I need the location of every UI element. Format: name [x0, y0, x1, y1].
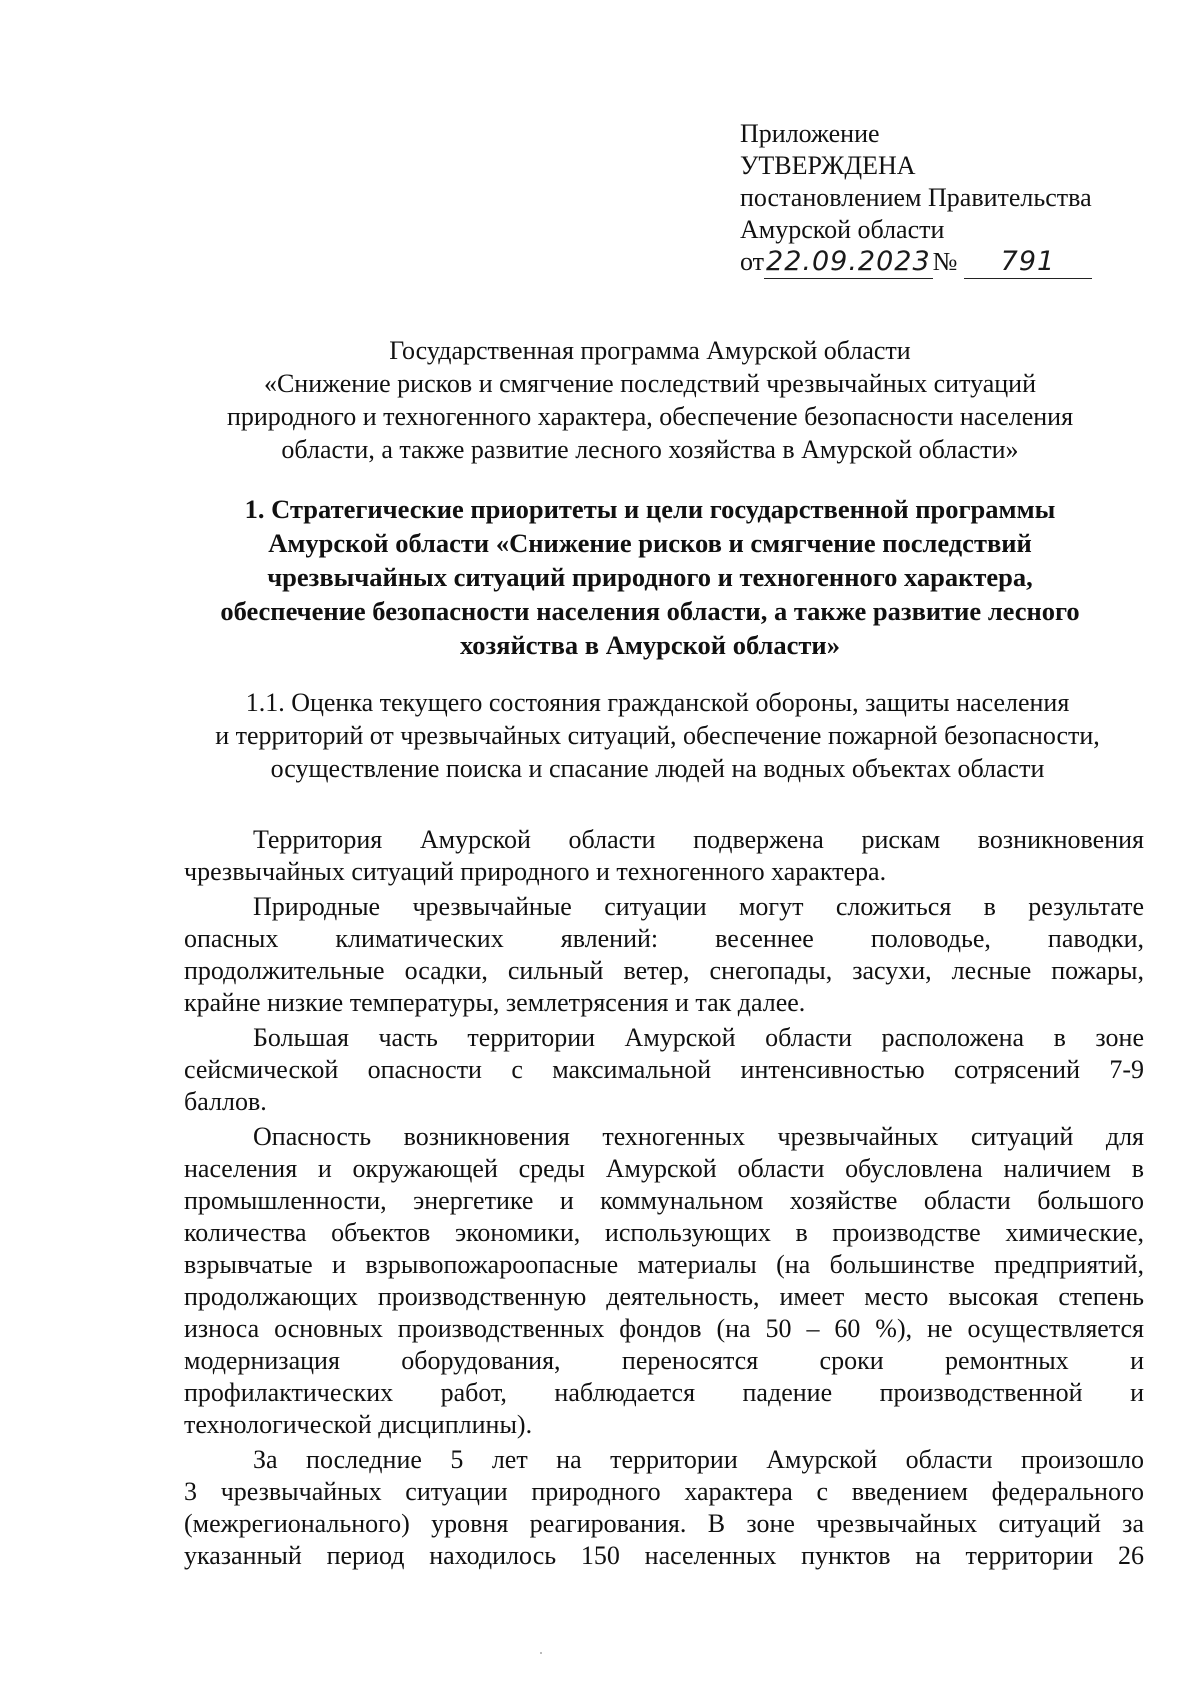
program-title-line: «Снижение рисков и смягчение последствий чрезвычайных ситуаций [263, 369, 1037, 398]
approved-label: УТВЕРЖДЕНА [740, 151, 916, 180]
text-line: взрывчатые и взрывопожароопасные материалы (на большинстве предприятий, [184, 1250, 1144, 1279]
text-line: количества объектов экономики, использующих в производстве химические, [184, 1218, 1144, 1247]
date-number-line [740, 246, 1140, 279]
text-line: модернизация оборудования, переносятся сроки ремонтных и [184, 1346, 1144, 1375]
date-prefix: от [740, 247, 765, 276]
paragraph [184, 824, 1144, 888]
subsection-heading-line: осуществление поиска и спасание людей на водных объектах области [270, 754, 1045, 783]
section-heading-line: чрезвычайных ситуаций природного и техногенного характера, [267, 562, 1033, 592]
text-line: Опасность возникновения техногенных чрезвычайных ситуаций для [253, 1122, 1144, 1151]
text-line: опасных климатических явлений: весеннее половодье, паводки, [184, 924, 1144, 953]
subsection-heading [165, 686, 1150, 785]
subsection-heading-line: и территорий от чрезвычайных ситуаций, обеспечение пожарной безопасности, [215, 721, 1100, 750]
text-line: сейсмической опасности с максимальной интенсивностью сотрясений 7-9 [184, 1055, 1144, 1084]
text-line: продолжающих производственную деятельность, имеет место высокая степень [184, 1282, 1144, 1311]
text-line: 3 чрезвычайных ситуации природного характера с введением федерального [184, 1477, 1144, 1506]
number-prefix: № [932, 247, 958, 276]
paragraph [184, 1121, 1144, 1441]
program-title-line: области, а также развитие лесного хозяйства в Амурской области» [281, 435, 1019, 464]
section-heading-line: обеспечение безопасности населения области, а также развитие лесного [220, 596, 1080, 626]
body-text [184, 824, 1144, 1575]
resolution-line-1: постановлением Правительства [740, 183, 1092, 212]
handwritten-date: 22.09.2023 [766, 246, 931, 277]
text-line: продолжительные осадки, сильный ветер, снегопады, засухи, лесные пожары, [184, 956, 1144, 985]
section-heading-line: Амурской области «Снижение рисков и смягчение последствий [268, 528, 1032, 558]
text-line: баллов. [184, 1087, 267, 1116]
text-line: чрезвычайных ситуаций природного и техногенного характера. [184, 857, 887, 886]
program-title-line: природного и техногенного характера, обеспечение безопасности населения [226, 402, 1074, 431]
paragraph [184, 1444, 1144, 1572]
paragraph [184, 1022, 1144, 1118]
text-line: (межрегионального) уровня реагирования. В зоне чрезвычайных ситуаций за [184, 1509, 1144, 1538]
text-line: указанный период находилось 150 населенных пунктов на территории 26 [184, 1541, 1144, 1570]
section-heading [160, 492, 1140, 662]
section-heading-line: 1. Стратегические приоритеты и цели государственной программы [244, 494, 1056, 524]
text-line: профилактических работ, наблюдается падение производственной и [184, 1378, 1144, 1407]
paragraph [184, 891, 1144, 1019]
text-line: крайне низкие температуры, землетрясения и так далее. [184, 988, 806, 1017]
text-line: За последние 5 лет на территории Амурской области произошло [253, 1445, 1144, 1474]
subsection-heading-line: 1.1. Оценка текущего состояния гражданской обороны, защиты населения [245, 688, 1070, 717]
text-line: Территория Амурской области подвержена рискам возникновения [253, 825, 1144, 854]
text-line: износа основных производственных фондов (на 50 – 60 %), не осуществляется [184, 1314, 1144, 1343]
text-line: Большая часть территории Амурской области расположена в зоне [253, 1023, 1144, 1052]
approval-stamp-block [740, 118, 1140, 279]
text-line: промышленности, энергетике и коммунальном хозяйстве области большого [184, 1186, 1144, 1215]
appendix-label: Приложение [740, 119, 880, 148]
text-line: Природные чрезвычайные ситуации могут сложиться в результате [253, 892, 1144, 921]
text-line: населения и окружающей среды Амурской области обусловлена наличием в [184, 1154, 1144, 1183]
text-line: технологической дисциплины). [184, 1410, 533, 1439]
section-heading-line: хозяйства в Амурской области» [460, 630, 840, 660]
handwritten-number: 791 [964, 246, 1092, 279]
scan-speck [540, 1652, 542, 1654]
program-title [170, 334, 1130, 466]
program-title-line: Государственная программа Амурской области [389, 336, 911, 365]
resolution-line-2: Амурской области [740, 215, 945, 244]
